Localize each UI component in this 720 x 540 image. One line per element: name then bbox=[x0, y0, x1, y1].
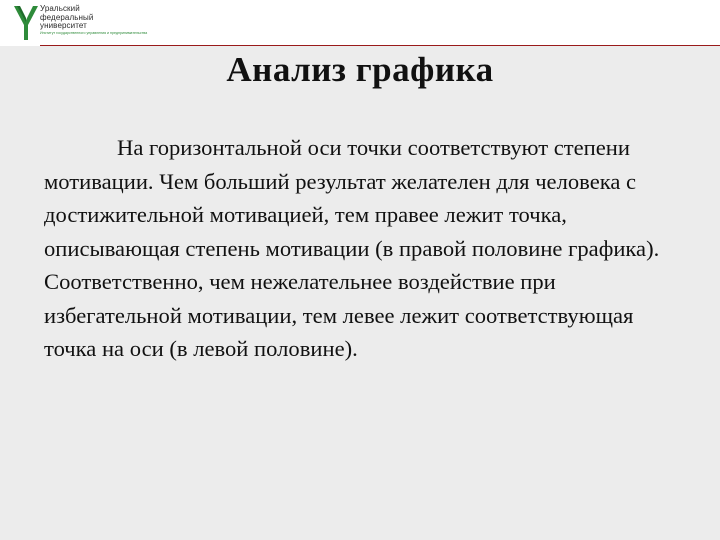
logo-line: университет bbox=[40, 21, 87, 30]
ural-university-y-icon bbox=[14, 4, 38, 42]
logo-line: Уральский bbox=[40, 4, 80, 13]
slide-paragraph: На горизонтальной оси точки соответствуют степени мотивации. Чем больший результат желателен для человека с достижительной мотивацией, тем правее лежит точка, описывающая степень мотивации (в правой половине графика). Соответственно, чем нежелательнее воздействие при избегательной мотивации, тем левее лежит соответствующая точка на оси (в левой половине). bbox=[44, 135, 660, 361]
slide-title: Анализ графика bbox=[226, 50, 494, 89]
logo-line: федеральный bbox=[40, 12, 94, 22]
university-logo bbox=[14, 4, 154, 44]
logo-subtitle: Институт государственного управления и предпринимательства bbox=[40, 31, 148, 35]
logo-wordmark bbox=[40, 5, 93, 31]
header-divider bbox=[40, 45, 720, 46]
header-bar bbox=[0, 0, 720, 46]
